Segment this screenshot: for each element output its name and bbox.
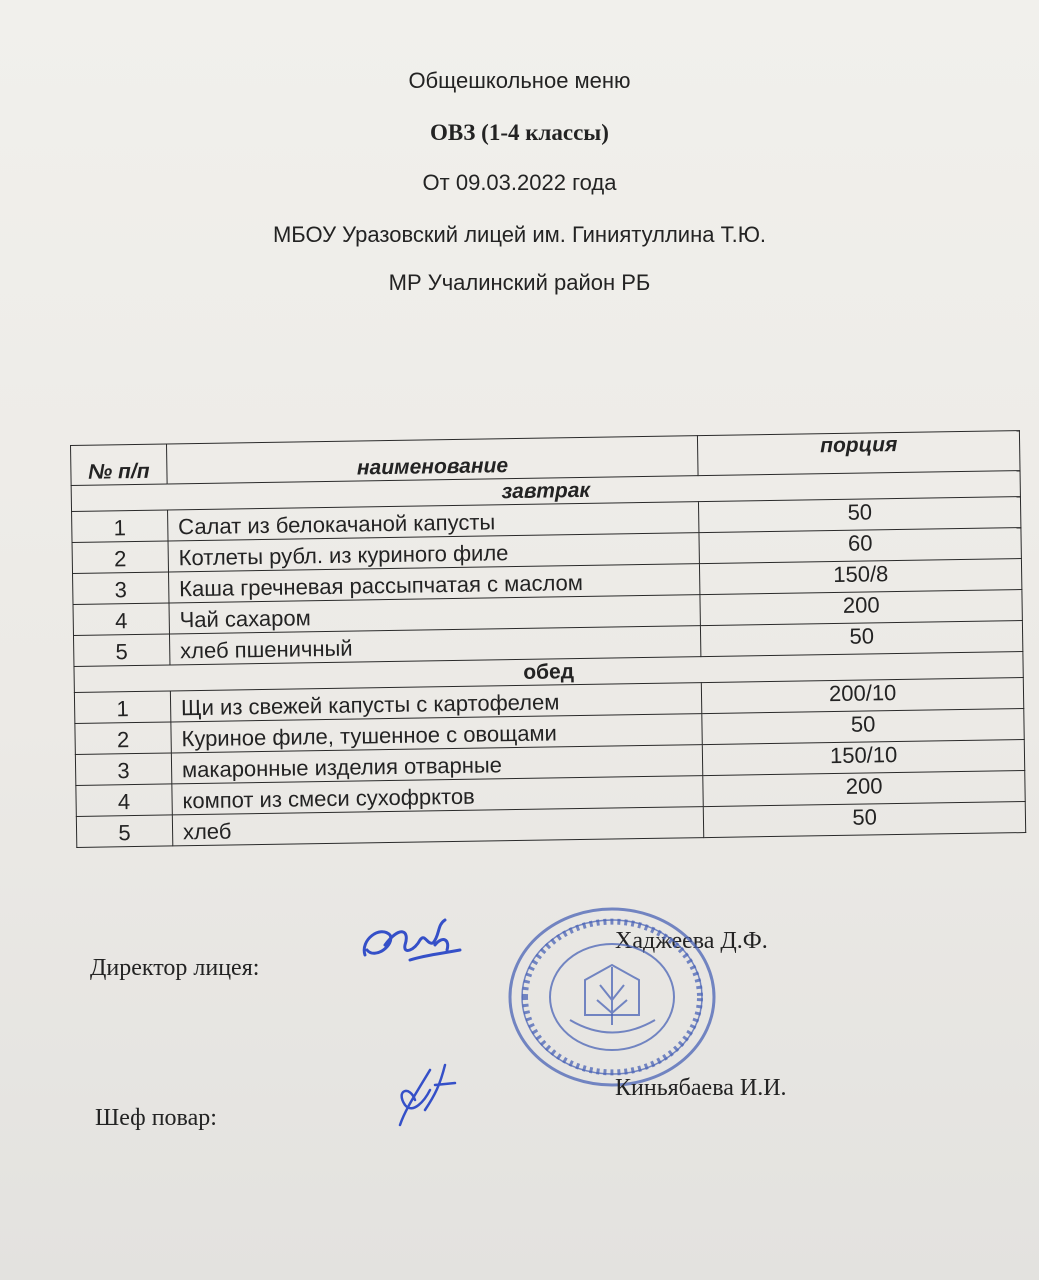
row-portion: 150/8 — [700, 559, 1022, 595]
row-num: 5 — [73, 634, 169, 667]
row-portion: 50 — [699, 497, 1021, 533]
director-name: Хаджеева Д.Ф. — [615, 928, 768, 954]
row-name: Салат из белокачаной капусты — [167, 502, 699, 541]
row-name: макаронные изделия отварные — [171, 745, 703, 784]
row-portion: 50 — [701, 621, 1023, 657]
row-name: Куриное филе, тушенное с овощами — [171, 714, 703, 753]
row-num: 4 — [76, 784, 172, 817]
header-name: наименование — [166, 436, 698, 484]
section-title: обед — [74, 652, 1023, 693]
header-line-5: МР Учалинский район РБ — [388, 270, 651, 295]
row-name: Каша гречневая рассыпчатая с маслом — [168, 564, 700, 603]
row-portion: 200 — [703, 771, 1025, 807]
row-num: 3 — [73, 572, 169, 605]
school-stamp-icon — [505, 905, 720, 1090]
chef-label: Шеф повар: — [95, 1105, 217, 1131]
row-num: 1 — [72, 510, 168, 543]
row-portion: 200 — [700, 590, 1022, 626]
menu-table — [70, 430, 1026, 848]
director-signature — [355, 905, 465, 970]
row-portion: 150/10 — [703, 740, 1025, 776]
row-num: 5 — [76, 815, 172, 848]
row-portion: 60 — [699, 528, 1021, 564]
row-portion: 50 — [702, 709, 1024, 745]
header-num: № п/п — [71, 444, 168, 486]
header-line-4: МБОУ Уразовский лицей им. Гиниятуллина Т.Ю. — [272, 222, 767, 247]
row-num: 4 — [73, 603, 169, 636]
row-portion: 200/10 — [702, 678, 1024, 714]
row-name: Чай сахаром — [169, 595, 701, 634]
row-num: 2 — [75, 722, 171, 755]
chef-signature — [385, 1055, 465, 1135]
header-portion: порция — [698, 431, 1020, 476]
row-name: Щи из свежей капусты с картофелем — [170, 683, 702, 722]
header-line-2: ОВЗ (1-4 классы) — [430, 120, 609, 145]
director-label: Директор лицея: — [90, 955, 260, 981]
row-num: 3 — [75, 753, 171, 786]
row-name: компот из смеси сухофрктов — [172, 776, 704, 815]
row-portion: 50 — [704, 802, 1026, 838]
header-line-3: От 09.03.2022 года — [422, 170, 617, 195]
chef-name: Киньябаева И.И. — [615, 1075, 787, 1101]
row-name: Котлеты рубл. из куриного филе — [168, 533, 700, 572]
section-title: завтрак — [71, 471, 1020, 512]
row-num: 1 — [74, 691, 170, 724]
row-name: хлеб — [172, 807, 704, 846]
row-name: хлеб пшеничный — [169, 626, 701, 665]
row-num: 2 — [72, 541, 168, 574]
header-line-1: Общешкольное меню — [408, 68, 631, 93]
